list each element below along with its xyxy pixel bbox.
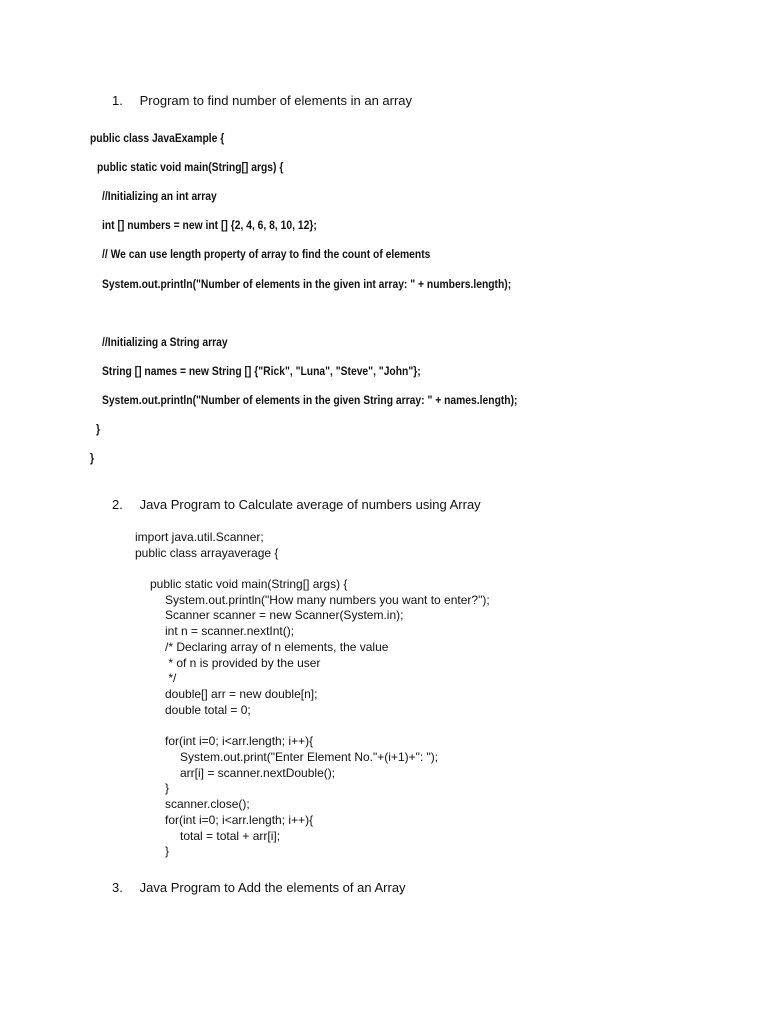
code-line: for(int i=0; i<arr.length; i++){ xyxy=(165,813,314,827)
code-line: //Initializing a String array xyxy=(102,335,228,349)
code-line: /* Declaring array of n elements, the value xyxy=(165,640,389,654)
code-line: arr[i] = scanner.nextDouble(); xyxy=(180,766,336,780)
code-line: * of n is provided by the user xyxy=(165,656,321,670)
section-title: Program to find number of elements in an array xyxy=(139,93,413,108)
code-line: public class JavaExample { xyxy=(90,131,225,145)
code-line: System.out.println("Number of elements in the given int array: " + numbers.length); xyxy=(102,277,512,291)
code-line: int n = scanner.nextInt(); xyxy=(165,624,295,638)
code-line: total = total + arr[i]; xyxy=(180,829,281,843)
section-number: 3. xyxy=(112,880,123,895)
code-line: */ xyxy=(165,671,177,685)
code-line: System.out.println("How many numbers you want to enter?"); xyxy=(165,593,490,607)
section-2-heading xyxy=(112,497,481,513)
code-line: import java.util.Scanner; xyxy=(135,530,264,544)
section-3-heading xyxy=(112,880,406,896)
code-line: } xyxy=(165,844,170,858)
code-line: int [] numbers = new int [] {2, 4, 6, 8, 10, 12}; xyxy=(102,218,317,232)
section-number: 2. xyxy=(112,497,123,512)
section-number: 1. xyxy=(112,93,123,108)
code-line: Scanner scanner = new Scanner(System.in); xyxy=(165,608,404,622)
code-line: } xyxy=(96,422,101,436)
code-line: scanner.close(); xyxy=(165,797,250,811)
code-line: //Initializing an int array xyxy=(102,189,217,203)
code-line: } xyxy=(90,451,95,465)
code-line: // We can use length property of array to find the count of elements xyxy=(102,247,431,261)
section-1-heading xyxy=(112,93,412,109)
code-line: public static void main(String[] args) { xyxy=(150,577,348,591)
code-line: System.out.println("Number of elements in the given String array: " + names.length); xyxy=(102,393,518,407)
code-line: public static void main(String[] args) { xyxy=(97,160,284,174)
code-line: double total = 0; xyxy=(165,703,251,717)
code-line: } xyxy=(165,781,170,795)
section-title: Java Program to Calculate average of numbers using Array xyxy=(139,497,481,512)
code-line: public class arrayaverage { xyxy=(135,546,279,560)
section-title: Java Program to Add the elements of an Array xyxy=(139,880,406,895)
code-line: String [] names = new String [] {"Rick", "Luna", "Steve", "John"}; xyxy=(102,364,421,378)
code-line: double[] arr = new double[n]; xyxy=(165,687,318,701)
code-line: System.out.print("Enter Element No."+(i+1)+": "); xyxy=(180,750,439,764)
code-line: for(int i=0; i<arr.length; i++){ xyxy=(165,734,314,748)
